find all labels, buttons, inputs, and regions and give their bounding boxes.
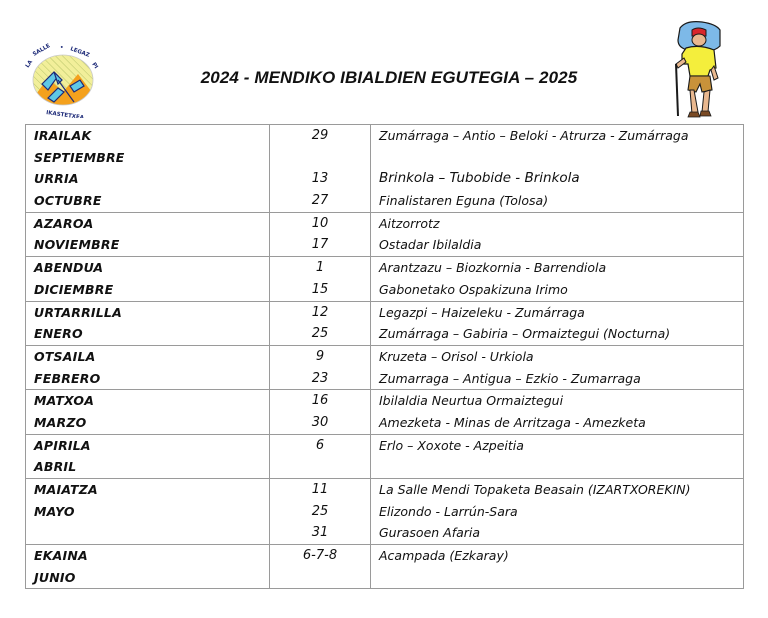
event-description: Zumárraga – Antio – Beloki - Atrurza - Zumárraga <box>379 128 689 143</box>
day-cell <box>270 257 371 300</box>
event-cell <box>371 257 743 300</box>
event-description: Ibilaldia Neurtua Ormaiztegui <box>379 393 564 409</box>
event-description: Aitzorrotz <box>379 215 440 231</box>
event-description: Amezketa - Minas de Arritzaga - Amezketa <box>379 414 646 430</box>
event-day: 10 <box>311 215 329 231</box>
day-cell <box>270 545 371 588</box>
event-description <box>379 147 743 169</box>
month-cell <box>26 302 270 345</box>
hike-calendar-table <box>25 124 744 589</box>
event-day: 25 <box>311 326 329 342</box>
event-description: Acampada (Ezkaray) <box>379 548 509 564</box>
event-description <box>379 567 743 589</box>
event-day: 27 <box>311 193 329 209</box>
month-name: IRAILAK <box>34 128 92 143</box>
event-cell <box>371 435 743 478</box>
event-day: 30 <box>311 414 329 430</box>
month-name: AZAROA <box>34 215 94 231</box>
event-cell <box>371 479 743 544</box>
month-name: NOVIEMBRE <box>34 237 120 253</box>
event-day: 11 <box>311 482 329 497</box>
day-cell <box>270 302 371 345</box>
month-group-row <box>26 301 743 345</box>
page-title: 2024 - MENDIKO IBIALDIEN EGUTEGIA – 2025 <box>200 68 578 87</box>
svg-text:LEGAZ: LEGAZ <box>69 46 91 59</box>
event-day: 31 <box>311 525 329 541</box>
month-name: MAIATZA <box>34 482 98 497</box>
event-day: 1 <box>315 260 325 276</box>
event-day <box>270 456 370 478</box>
event-day: 17 <box>311 237 329 253</box>
event-day: 6-7-8 <box>302 548 338 564</box>
month-group-row <box>26 544 743 588</box>
month-group-row <box>26 212 743 256</box>
event-day <box>270 567 370 589</box>
month-name: APIRILA <box>34 437 91 453</box>
month-group-row <box>26 125 743 212</box>
event-description: Gurasoen Afaria <box>379 525 481 541</box>
month-group-row <box>26 389 743 433</box>
event-description: Ostadar Ibilaldia <box>379 237 482 253</box>
month-cell <box>26 346 270 389</box>
svg-text:IKASTETXEA: IKASTETXEA <box>45 110 85 118</box>
month-name: URTARRILLA <box>34 304 122 320</box>
month-name: SEPTIEMBRE <box>34 149 125 165</box>
svg-text:LA: LA <box>24 59 35 70</box>
month-name: EKAINA <box>34 548 88 564</box>
month-name: OTSAILA <box>34 348 96 364</box>
event-day: 25 <box>311 503 329 519</box>
month-name: ENERO <box>34 326 83 342</box>
month-name: MARZO <box>34 414 87 430</box>
month-name: FEBRERO <box>34 370 101 386</box>
day-cell <box>270 390 371 433</box>
event-description: Legazpi – Haizeleku - Zumárraga <box>379 304 585 320</box>
event-description <box>379 456 743 478</box>
event-cell <box>371 302 743 345</box>
event-description: Arantzazu – Biozkornia - Barrendiola <box>379 260 607 276</box>
event-cell <box>371 545 743 588</box>
event-day: 23 <box>311 370 329 386</box>
month-cell <box>26 213 270 256</box>
event-description: Elizondo - Larrún-Sara <box>379 503 518 519</box>
month-cell <box>26 125 270 212</box>
event-day: 13 <box>311 171 329 187</box>
svg-text:PI: PI <box>90 61 99 71</box>
event-description: Finalistaren Eguna (Tolosa) <box>379 193 549 209</box>
event-day: 12 <box>311 304 329 320</box>
month-cell <box>26 435 270 478</box>
month-name: OCTUBRE <box>34 193 102 209</box>
event-day: 15 <box>311 281 329 297</box>
day-cell <box>270 346 371 389</box>
event-description: La Salle Mendi Topaketa Beasain (IZARTXOREKIN) <box>379 482 691 497</box>
event-description: Gabonetako Ospakizuna Irimo <box>379 281 568 297</box>
event-cell <box>371 213 743 256</box>
month-group-row <box>26 478 743 544</box>
event-day: 29 <box>311 128 329 143</box>
month-cell <box>26 545 270 588</box>
day-cell <box>270 125 371 212</box>
month-group-row <box>26 434 743 478</box>
event-day: 16 <box>311 393 329 409</box>
month-name: MAYO <box>34 503 75 519</box>
hiker-icon <box>666 18 726 118</box>
month-cell <box>26 479 270 544</box>
event-day: 9 <box>315 348 325 364</box>
month-name: JUNIO <box>34 569 76 585</box>
day-cell <box>270 213 371 256</box>
svg-text:•: • <box>60 45 64 51</box>
month-name: URRIA <box>34 171 79 187</box>
event-description: Kruzeta – Orisol - Urkiola <box>379 348 534 364</box>
month-name: DICIEMBRE <box>34 281 114 297</box>
day-cell <box>270 435 371 478</box>
event-description: Brinkola – Tubobide - Brinkola <box>379 170 580 187</box>
event-day: 6 <box>315 437 325 453</box>
month-name: MATXOA <box>34 393 95 409</box>
event-day <box>270 147 370 169</box>
day-cell <box>270 479 371 544</box>
event-cell <box>371 346 743 389</box>
event-cell <box>371 390 743 433</box>
svg-text:SALLE: SALLE <box>32 43 52 58</box>
month-group-row <box>26 345 743 389</box>
month-group-row <box>26 256 743 300</box>
event-description: Zumárraga – Gabiria – Ormaiztegui (Nocturna) <box>379 326 671 342</box>
month-name <box>34 522 269 544</box>
month-cell <box>26 390 270 433</box>
month-name: ABRIL <box>34 459 77 475</box>
month-cell <box>26 257 270 300</box>
event-cell <box>371 125 743 212</box>
month-name: ABENDUA <box>34 260 104 276</box>
event-description: Zumarraga – Antigua – Ezkio - Zumarraga <box>379 370 641 386</box>
event-description: Erlo – Xoxote - Azpeitia <box>379 437 524 453</box>
